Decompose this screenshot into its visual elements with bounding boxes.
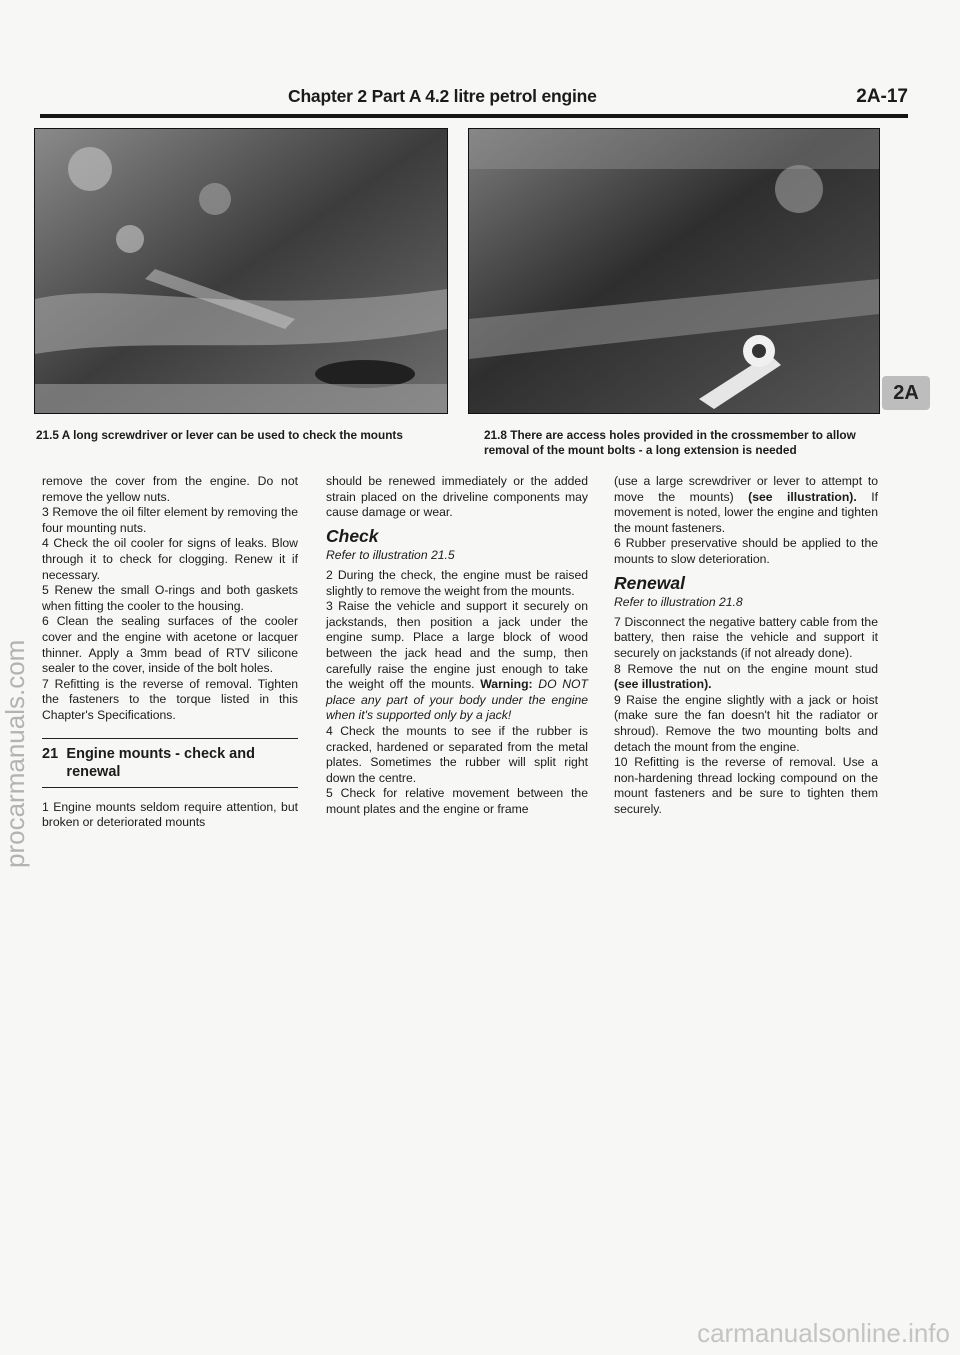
section-title: Engine mounts - check and renewal — [66, 745, 255, 780]
bottom-watermark: carmanualsonline.info — [697, 1318, 950, 1348]
illustration-reference: Refer to illustration 21.5 — [326, 548, 455, 563]
figure-21-8-photo — [468, 128, 880, 414]
warning-text: DO NOT place any part of your body under the engine when it's supported only by a jack! — [326, 677, 588, 723]
figure-21-5-photo — [34, 128, 448, 414]
subheading-check: Check — [326, 525, 379, 546]
warning-label: Warning: — [480, 677, 533, 692]
paragraph: 4 Check the oil cooler for signs of leaks. Blow through it to check for clogging. Renew it if necessary. — [42, 536, 298, 582]
paragraph — [326, 599, 588, 724]
see-illustration: (see illustration). — [614, 677, 712, 692]
paragraph: 10 Refitting is the reverse of removal. Use a non-hardening thread locking compound on the mount fasteners and be sure to tighten them securely. — [614, 755, 878, 816]
chapter-tab-badge: 2A — [882, 376, 930, 410]
text-column-1 — [42, 474, 298, 831]
paragraph: 3 Remove the oil filter element by removing the four mounting nuts. — [42, 505, 298, 535]
paragraph — [614, 662, 878, 693]
section-number: 21 — [42, 745, 59, 762]
paragraph-text: If movement is noted, lower the engine and tighten the mount fasteners. — [614, 489, 878, 535]
page-number: 2A-17 — [856, 86, 908, 107]
paragraph: 1 Engine mounts seldom require attention, but broken or deteriorated mounts — [42, 799, 298, 830]
section-heading — [42, 738, 298, 788]
paragraph: 5 Renew the small O-rings and both gaskets when fitting the cooler to the housing. — [42, 583, 298, 613]
paragraph — [614, 474, 878, 536]
text-column-2 — [326, 474, 588, 817]
paragraph-text: 3 Raise the vehicle and support it securely on jackstands, then position a jack under the engine sump. Place a large block of wood between the jack head and the sump, then carefully raise the engine just enough to take the weight off the mounts. — [326, 599, 588, 692]
paragraph: 6 Clean the sealing surfaces of the cooler cover and the engine with acetone or lacquer thinner. Apply a 3mm bead of RTV silicone sealer to the cover, inside of the bolt holes. — [42, 614, 298, 676]
paragraph: remove the cover from the engine. Do not remove the yellow nuts. — [42, 474, 298, 504]
illustration-reference: Refer to illustration 21.8 — [614, 595, 743, 610]
chapter-title: Chapter 2 Part A 4.2 litre petrol engine — [288, 86, 597, 106]
paragraph: 6 Rubber preservative should be applied to the mounts to slow deterioration. — [614, 536, 878, 566]
page-header — [40, 86, 908, 112]
figure-21-8-caption: 21.8 There are access holes provided in the crossmember to allow removal of the mount bolts - a long extension is needed — [484, 428, 856, 457]
header-rule — [40, 114, 908, 118]
paragraph: should be renewed immediately or the added strain placed on the driveline components may cause damage or wear. — [326, 474, 588, 520]
paragraph: 7 Refitting is the reverse of removal. Tighten the fasteners to the torque listed in this Chapter's Specifications. — [42, 676, 298, 722]
paragraph: 5 Check for relative movement between the mount plates and the engine or frame — [326, 786, 588, 816]
paragraph: 4 Check the mounts to see if the rubber is cracked, hardened or separated from the metal plates. Sometimes the rubber will split right down the centre. — [326, 723, 588, 785]
text-column-3 — [614, 474, 878, 817]
paragraph: 9 Raise the engine slightly with a jack or hoist (make sure the fan doesn't hit the radiator or shroud). Remove the two mounting bolts and detach the mount from the engine. — [614, 692, 878, 754]
paragraph: 7 Disconnect the negative battery cable from the battery, then raise the vehicle and support it securely on jackstands (if not already done). — [614, 614, 878, 660]
paragraph: 2 During the check, the engine must be raised slightly to remove the weight from the mounts. — [326, 567, 588, 598]
see-illustration: (see illustration). — [748, 489, 857, 504]
paragraph-text: (use a large screwdriver or lever to attempt to move the mounts) — [614, 474, 878, 504]
paragraph-text: 8 Remove the nut on the engine mount stud — [614, 661, 878, 676]
side-watermark: procarmanuals.com — [0, 639, 30, 868]
figure-21-5-caption: 21.5 A long screwdriver or lever can be used to check the mounts — [36, 428, 403, 442]
subheading-renewal: Renewal — [614, 572, 685, 593]
